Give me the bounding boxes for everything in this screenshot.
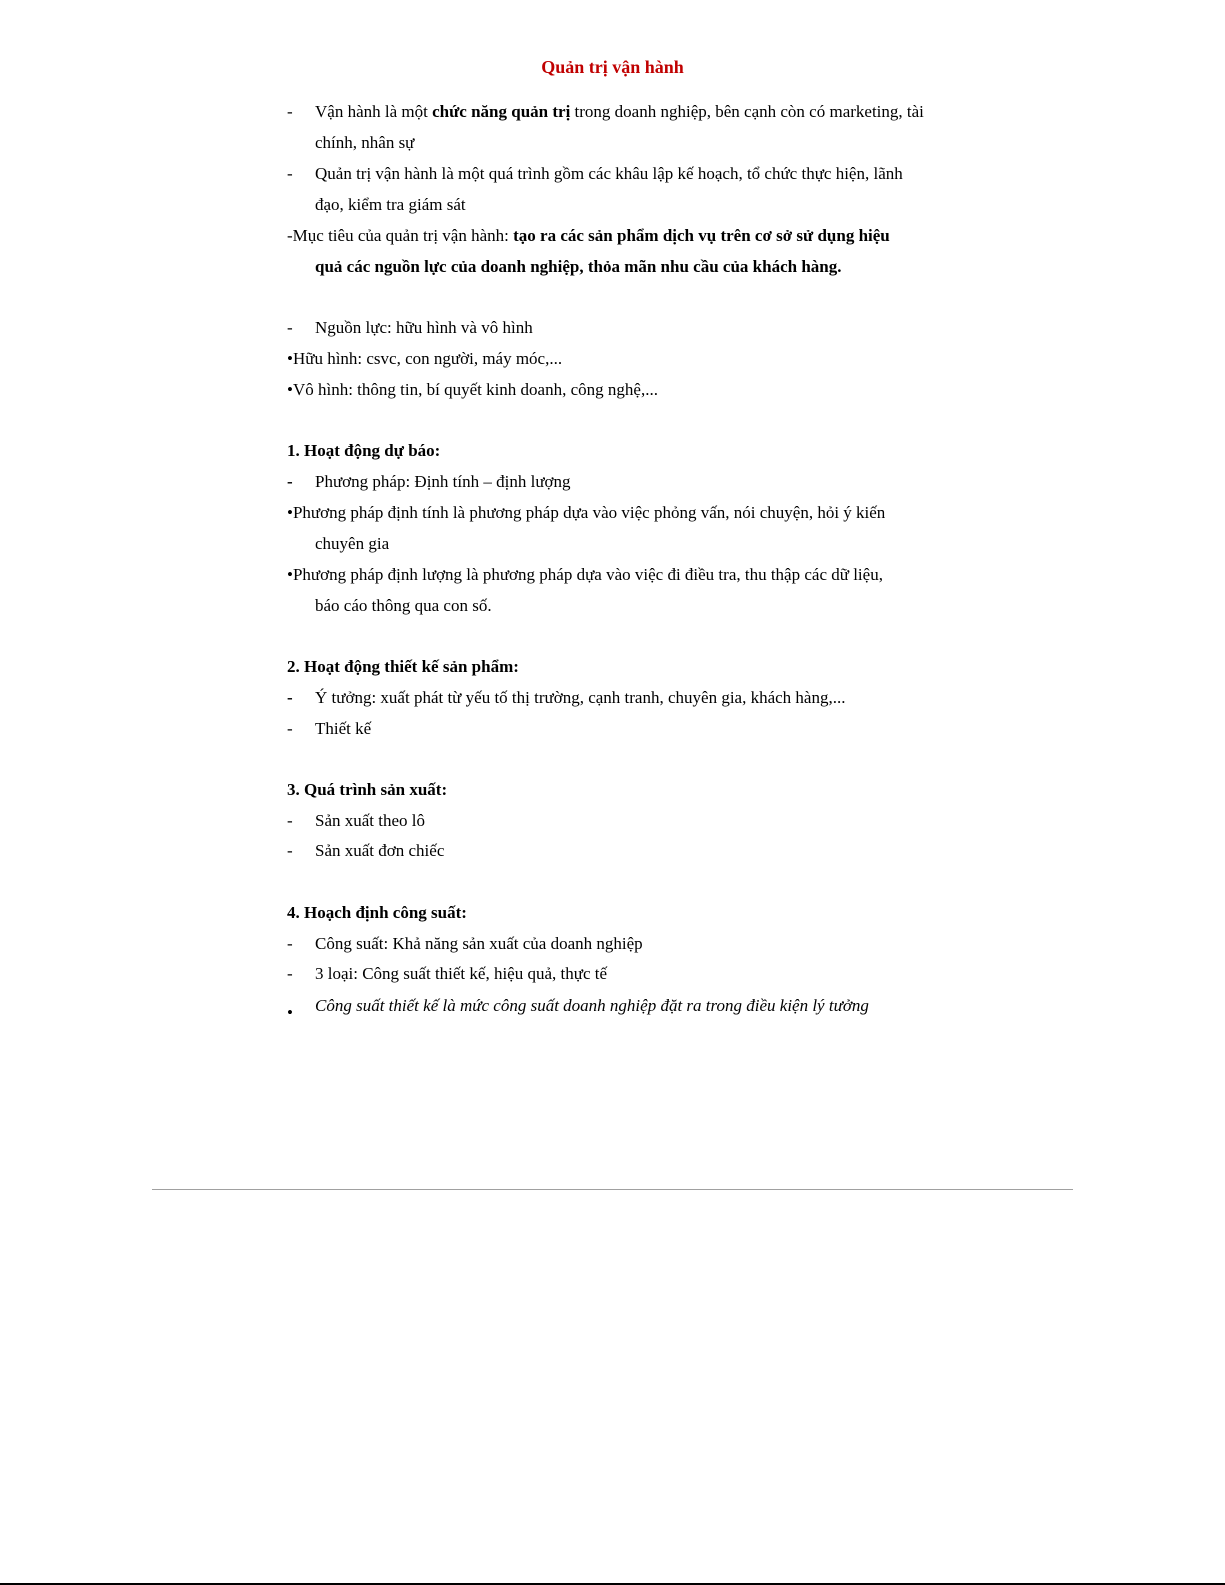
resources-text: Nguồn lực: hữu hình và vô hình — [315, 318, 533, 337]
section-1-heading: 1. Hoạt động dự báo: — [287, 441, 441, 460]
section-1-bullet-2: •Phương pháp định lượng là phương pháp dựa vào việc đi điều tra, thu thập các dữ liệu, — [287, 565, 883, 584]
dash-marker: - — [287, 964, 293, 983]
page-divider — [152, 1189, 1073, 1190]
goal-bold: tạo ra các sản phẩm dịch vụ trên cơ sở sử dụng hiệu — [513, 226, 890, 245]
section-2-item-1-text: Ý tưởng: xuất phát từ yếu tố thị trường, cạnh tranh, chuyên gia, khách hàng,... — [315, 688, 846, 707]
intro-item-1-cont: chính, nhân sự — [315, 133, 415, 152]
intro-item-2-cont: đạo, kiểm tra giám sát — [315, 195, 466, 214]
dash-marker: - — [287, 164, 293, 183]
intro-item-2-text: Quản trị vận hành là một quá trình gồm các khâu lập kế hoạch, tổ chức thực hiện, lãnh — [315, 164, 903, 183]
section-1-bullet-1: •Phương pháp định tính là phương pháp dựa vào việc phỏng vấn, nói chuyện, hỏi ý kiến — [287, 503, 886, 522]
section-4-heading: 4. Hoạch định công suất: — [287, 903, 467, 922]
goal-bold-cont: quả các nguồn lực của doanh nghiệp, thỏa mãn nhu cầu của khách hàng. — [315, 257, 842, 276]
dash-marker: - — [287, 841, 293, 860]
bullet-marker: • — [287, 1003, 293, 1022]
intro-item-1-text-end: trong doanh nghiệp, bên cạnh còn có marketing, tài — [570, 102, 924, 121]
section-2-heading: 2. Hoạt động thiết kế sản phẩm: — [287, 657, 519, 676]
section-1-bullet-1-cont: chuyên gia — [315, 534, 390, 553]
dash-marker: - — [287, 472, 293, 491]
dash-marker: - — [287, 811, 293, 830]
section-3-heading: 3. Quá trình sản xuất: — [287, 780, 448, 799]
intro-item-1-bold: chức năng quản trị — [432, 102, 571, 121]
section-2-item-2-text: Thiết kế — [315, 719, 372, 738]
document-title: Quản trị vận hành — [541, 57, 684, 77]
section-4-item-1-text: Công suất: Khả năng sản xuất của doanh nghiệp — [315, 934, 643, 953]
section-4-item-3-text: Công suất thiết kế là mức công suất doanh nghiệp đặt ra trong điều kiện lý tưởng — [315, 996, 869, 1015]
section-3-item-1-text: Sản xuất theo lô — [315, 811, 426, 830]
intro-item-1-text: Vận hành là một — [315, 102, 433, 121]
dash-marker: - — [287, 102, 293, 121]
section-4-item-2-text: 3 loại: Công suất thiết kế, hiệu quả, thực tế — [315, 964, 608, 983]
section-3-item-2-text: Sản xuất đơn chiếc — [315, 841, 445, 860]
dash-marker: - — [287, 719, 293, 738]
dash-marker: - — [287, 934, 293, 953]
dash-marker: - — [287, 318, 293, 337]
section-1-item-text: Phương pháp: Định tính – định lượng — [315, 472, 571, 491]
goal-label: -Mục tiêu của quản trị vận hành: — [287, 226, 514, 245]
intangible-bullet: •Vô hình: thông tin, bí quyết kinh doanh, công nghệ,... — [287, 380, 658, 399]
tangible-bullet: •Hữu hình: csvc, con người, máy móc,... — [287, 349, 563, 368]
dash-marker: - — [287, 688, 293, 707]
section-1-bullet-2-cont: báo cáo thông qua con số. — [315, 596, 492, 615]
